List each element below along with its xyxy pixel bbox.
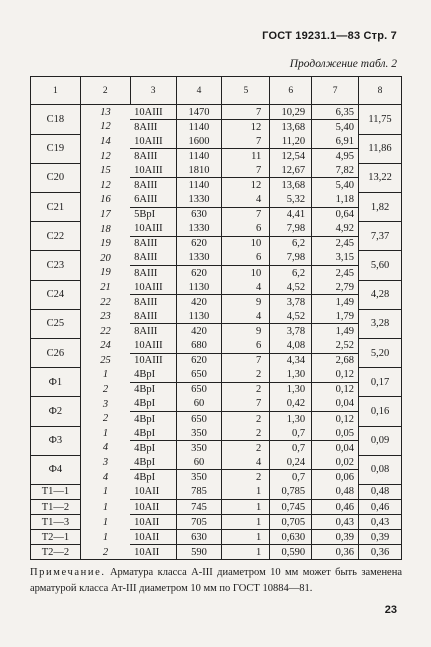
- total-mass: 0,36: [359, 545, 402, 560]
- position-number: 15: [80, 163, 130, 178]
- total-length: 12,54: [270, 149, 312, 164]
- total-length: 4,08: [270, 339, 312, 354]
- position-number: 25: [80, 353, 130, 368]
- col-header: 1: [31, 77, 81, 105]
- element-name: Ф1: [31, 368, 81, 397]
- total-mass: 11,86: [359, 134, 402, 163]
- table-row: [31, 441, 402, 456]
- col-header: 7: [312, 77, 359, 105]
- mass: 6,35: [312, 105, 359, 120]
- col-header: 4: [176, 77, 222, 105]
- rebar-class: 8AIII: [130, 324, 176, 339]
- table-row: [31, 339, 402, 354]
- position-number: 22: [80, 324, 130, 339]
- length: 620: [176, 266, 222, 281]
- element-name: С21: [31, 193, 81, 222]
- rebar-class: 10AII: [130, 530, 176, 545]
- position-number: 1: [80, 515, 130, 530]
- rebar-class: 10AII: [130, 515, 176, 530]
- length: 1810: [176, 163, 222, 178]
- table-row: [31, 207, 402, 222]
- total-length: 0,7: [270, 441, 312, 456]
- position-number: 22: [80, 295, 130, 310]
- rebar-class: 10AII: [130, 545, 176, 560]
- length: 1130: [176, 280, 222, 295]
- length: 420: [176, 324, 222, 339]
- total-length: 12,67: [270, 163, 312, 178]
- quantity: 4: [222, 455, 270, 470]
- total-length: 6,2: [270, 236, 312, 251]
- table-row: [31, 353, 402, 368]
- quantity: 1: [222, 484, 270, 499]
- element-name: Т1—1: [31, 484, 81, 499]
- mass: 1,79: [312, 309, 359, 324]
- quantity: 12: [222, 178, 270, 193]
- quantity: 6: [222, 339, 270, 354]
- mass: 0,04: [312, 441, 359, 456]
- col-header: 3: [130, 77, 176, 105]
- table-row: [31, 178, 402, 193]
- position-number: 16: [80, 193, 130, 208]
- total-mass: 7,37: [359, 222, 402, 251]
- total-length: 1,30: [270, 382, 312, 397]
- mass: 1,18: [312, 193, 359, 208]
- length: 680: [176, 339, 222, 354]
- quantity: 11: [222, 149, 270, 164]
- total-length: 1,30: [270, 411, 312, 426]
- quantity: 7: [222, 207, 270, 222]
- quantity: 10: [222, 266, 270, 281]
- quantity: 9: [222, 295, 270, 310]
- total-length: 6,2: [270, 266, 312, 281]
- table-row: [31, 280, 402, 295]
- total-length: 13,68: [270, 178, 312, 193]
- length: 620: [176, 236, 222, 251]
- quantity: 6: [222, 222, 270, 237]
- col-header: 8: [359, 77, 402, 105]
- length: 1330: [176, 193, 222, 208]
- total-length: 0,630: [270, 530, 312, 545]
- length: 590: [176, 545, 222, 560]
- table-row: [31, 309, 402, 324]
- quantity: 1: [222, 545, 270, 560]
- length: 1140: [176, 178, 222, 193]
- rebar-class: 5BрI: [130, 207, 176, 222]
- total-mass: 0,46: [359, 500, 402, 515]
- length: 350: [176, 441, 222, 456]
- table-row: [31, 324, 402, 339]
- length: 630: [176, 530, 222, 545]
- length: 350: [176, 470, 222, 485]
- total-length: 0,785: [270, 484, 312, 499]
- position-number: 4: [80, 441, 130, 456]
- mass: 0,02: [312, 455, 359, 470]
- position-number: 18: [80, 222, 130, 237]
- table-row: [31, 500, 402, 515]
- length: 420: [176, 295, 222, 310]
- position-number: 3: [80, 397, 130, 412]
- rebar-class: 4BрI: [130, 470, 176, 485]
- length: 1130: [176, 309, 222, 324]
- element-name: Т2—2: [31, 545, 81, 560]
- total-length: 4,41: [270, 207, 312, 222]
- total-length: 1,30: [270, 368, 312, 383]
- mass: 0,12: [312, 382, 359, 397]
- total-mass: 4,28: [359, 280, 402, 309]
- length: 1600: [176, 134, 222, 149]
- position-number: 23: [80, 309, 130, 324]
- table-row: [31, 134, 402, 149]
- element-name: Т1—3: [31, 515, 81, 530]
- position-number: 1: [80, 484, 130, 499]
- length: 1140: [176, 120, 222, 135]
- quantity: 9: [222, 324, 270, 339]
- element-name: С26: [31, 339, 81, 368]
- table-row: [31, 515, 402, 530]
- mass: 1,49: [312, 324, 359, 339]
- total-length: 0,7: [270, 470, 312, 485]
- mass: 0,12: [312, 411, 359, 426]
- element-name: Т2—1: [31, 530, 81, 545]
- total-mass: 0,08: [359, 455, 402, 484]
- mass: 0,36: [312, 545, 359, 560]
- reinforcement-table: [30, 76, 402, 560]
- quantity: 4: [222, 280, 270, 295]
- rebar-class: 10AIII: [130, 353, 176, 368]
- col-header: 2: [80, 77, 130, 105]
- element-name: Т1—2: [31, 500, 81, 515]
- mass: 0,46: [312, 500, 359, 515]
- rebar-class: 4BрI: [130, 368, 176, 383]
- total-length: 4,34: [270, 353, 312, 368]
- quantity: 6: [222, 251, 270, 266]
- mass: 6,91: [312, 134, 359, 149]
- element-name: С20: [31, 163, 81, 192]
- rebar-class: 10AIII: [130, 163, 176, 178]
- position-number: 21: [80, 280, 130, 295]
- length: 650: [176, 368, 222, 383]
- mass: 0,48: [312, 484, 359, 499]
- total-length: 11,20: [270, 134, 312, 149]
- position-number: 1: [80, 426, 130, 441]
- rebar-class: 8AIII: [130, 251, 176, 266]
- total-mass: 0,16: [359, 397, 402, 426]
- quantity: 7: [222, 397, 270, 412]
- position-number: 13: [80, 105, 130, 120]
- rebar-class: 4BрI: [130, 455, 176, 470]
- table-row: [31, 251, 402, 266]
- length: 1330: [176, 222, 222, 237]
- element-name: Ф2: [31, 397, 81, 426]
- length: 745: [176, 500, 222, 515]
- total-mass: 0,17: [359, 368, 402, 397]
- mass: 0,06: [312, 470, 359, 485]
- position-number: 17: [80, 207, 130, 222]
- total-mass: 1,82: [359, 193, 402, 222]
- element-name: Ф3: [31, 426, 81, 455]
- element-name: С19: [31, 134, 81, 163]
- length: 60: [176, 455, 222, 470]
- quantity: 7: [222, 134, 270, 149]
- quantity: 7: [222, 163, 270, 178]
- mass: 5,40: [312, 120, 359, 135]
- table-row: [31, 236, 402, 251]
- length: 60: [176, 397, 222, 412]
- table-row: [31, 105, 402, 120]
- table-row: [31, 368, 402, 383]
- position-number: 4: [80, 470, 130, 485]
- position-number: 1: [80, 530, 130, 545]
- total-length: 0,590: [270, 545, 312, 560]
- total-length: 0,42: [270, 397, 312, 412]
- total-length: 3,78: [270, 324, 312, 339]
- table-row: [31, 163, 402, 178]
- total-length: 4,52: [270, 309, 312, 324]
- rebar-class: 8AIII: [130, 178, 176, 193]
- mass: 0,05: [312, 426, 359, 441]
- rebar-class: 8AIII: [130, 120, 176, 135]
- rebar-class: 8AIII: [130, 236, 176, 251]
- length: 1140: [176, 149, 222, 164]
- rebar-class: 8AIII: [130, 149, 176, 164]
- position-number: 1: [80, 500, 130, 515]
- rebar-class: 10AIII: [130, 105, 176, 120]
- length: 1470: [176, 105, 222, 120]
- length: 650: [176, 411, 222, 426]
- note-text: Арматура класса А-III диаметром 10 мм может быть заменена арматурой класса Ат-III диаметром 10 мм по ГОСТ 10884—81.: [30, 567, 402, 594]
- quantity: 2: [222, 426, 270, 441]
- element-name: С22: [31, 222, 81, 251]
- quantity: 1: [222, 500, 270, 515]
- total-length: 4,52: [270, 280, 312, 295]
- position-number: 14: [80, 134, 130, 149]
- table-row: [31, 382, 402, 397]
- page-number: 23: [384, 604, 397, 616]
- length: 785: [176, 484, 222, 499]
- position-number: 19: [80, 236, 130, 251]
- table-row: [31, 455, 402, 470]
- quantity: 1: [222, 530, 270, 545]
- mass: 7,82: [312, 163, 359, 178]
- table-continuation-label: Продолжение табл. 2: [289, 58, 397, 70]
- mass: 4,92: [312, 222, 359, 237]
- table-row: [31, 484, 402, 499]
- rebar-class: 8AIII: [130, 295, 176, 310]
- table-header-row: [31, 77, 402, 105]
- element-name: С24: [31, 280, 81, 309]
- position-number: 1: [80, 368, 130, 383]
- table-row: [31, 120, 402, 135]
- mass: 3,15: [312, 251, 359, 266]
- quantity: 2: [222, 470, 270, 485]
- mass: 2,68: [312, 353, 359, 368]
- rebar-class: 4BрI: [130, 426, 176, 441]
- col-header: 5: [222, 77, 270, 105]
- rebar-class: 10AIII: [130, 134, 176, 149]
- table-row: [31, 530, 402, 545]
- total-length: 7,98: [270, 222, 312, 237]
- table-row: [31, 411, 402, 426]
- quantity: 1: [222, 515, 270, 530]
- quantity: 4: [222, 309, 270, 324]
- total-mass: 13,22: [359, 163, 402, 192]
- quantity: 10: [222, 236, 270, 251]
- quantity: 4: [222, 193, 270, 208]
- quantity: 2: [222, 382, 270, 397]
- mass: 0,64: [312, 207, 359, 222]
- table-row: [31, 470, 402, 485]
- table-row: [31, 222, 402, 237]
- mass: 0,43: [312, 515, 359, 530]
- position-number: 20: [80, 251, 130, 266]
- note-label: Примечание.: [30, 567, 106, 578]
- length: 705: [176, 515, 222, 530]
- mass: 2,45: [312, 236, 359, 251]
- rebar-class: 8AIII: [130, 266, 176, 281]
- total-mass: 5,20: [359, 339, 402, 368]
- total-mass: 0,39: [359, 530, 402, 545]
- total-mass: 0,48: [359, 484, 402, 499]
- total-length: 10,29: [270, 105, 312, 120]
- rebar-class: 10AIII: [130, 339, 176, 354]
- position-number: 2: [80, 382, 130, 397]
- element-name: С18: [31, 105, 81, 135]
- total-length: 0,705: [270, 515, 312, 530]
- position-number: 2: [80, 545, 130, 560]
- table-note: [30, 565, 402, 597]
- position-number: 12: [80, 149, 130, 164]
- total-length: 3,78: [270, 295, 312, 310]
- table-body: [31, 105, 402, 560]
- total-length: 7,98: [270, 251, 312, 266]
- length: 1330: [176, 251, 222, 266]
- quantity: 12: [222, 120, 270, 135]
- quantity: 7: [222, 353, 270, 368]
- table-row: [31, 397, 402, 412]
- mass: 0,04: [312, 397, 359, 412]
- total-mass: 0,09: [359, 426, 402, 455]
- position-number: 19: [80, 266, 130, 281]
- total-mass: 5,60: [359, 251, 402, 280]
- position-number: 2: [80, 411, 130, 426]
- element-name: С23: [31, 251, 81, 280]
- rebar-class: 4BрI: [130, 397, 176, 412]
- mass: 0,39: [312, 530, 359, 545]
- quantity: 7: [222, 105, 270, 120]
- length: 620: [176, 353, 222, 368]
- length: 650: [176, 382, 222, 397]
- total-length: 0,24: [270, 455, 312, 470]
- mass: 2,52: [312, 339, 359, 354]
- rebar-class: 8AIII: [130, 309, 176, 324]
- rebar-class: 4BрI: [130, 441, 176, 456]
- total-length: 5,32: [270, 193, 312, 208]
- length: 630: [176, 207, 222, 222]
- col-header: 6: [270, 77, 312, 105]
- rebar-class: 10AIII: [130, 222, 176, 237]
- position-number: 12: [80, 120, 130, 135]
- page-header: ГОСТ 19231.1—83 Стр. 7: [262, 30, 397, 42]
- quantity: 2: [222, 441, 270, 456]
- mass: 4,95: [312, 149, 359, 164]
- position-number: 3: [80, 455, 130, 470]
- rebar-class: 4BрI: [130, 411, 176, 426]
- table-row: [31, 149, 402, 164]
- position-number: 12: [80, 178, 130, 193]
- total-length: 0,745: [270, 500, 312, 515]
- total-mass: 11,75: [359, 105, 402, 135]
- total-length: 13,68: [270, 120, 312, 135]
- total-mass: 3,28: [359, 309, 402, 338]
- position-number: 24: [80, 339, 130, 354]
- table-row: [31, 545, 402, 560]
- length: 350: [176, 426, 222, 441]
- mass: 5,40: [312, 178, 359, 193]
- total-length: 0,7: [270, 426, 312, 441]
- rebar-class: 6AIII: [130, 193, 176, 208]
- table-row: [31, 295, 402, 310]
- element-name: С25: [31, 309, 81, 338]
- element-name: Ф4: [31, 455, 81, 484]
- mass: 2,79: [312, 280, 359, 295]
- mass: 0,12: [312, 368, 359, 383]
- table-row: [31, 426, 402, 441]
- rebar-class: 4BрI: [130, 382, 176, 397]
- total-mass: 0,43: [359, 515, 402, 530]
- mass: 1,49: [312, 295, 359, 310]
- rebar-class: 10AII: [130, 500, 176, 515]
- quantity: 2: [222, 411, 270, 426]
- rebar-class: 10AII: [130, 484, 176, 499]
- table-row: [31, 193, 402, 208]
- quantity: 2: [222, 368, 270, 383]
- table-row: [31, 266, 402, 281]
- rebar-class: 10AIII: [130, 280, 176, 295]
- mass: 2,45: [312, 266, 359, 281]
